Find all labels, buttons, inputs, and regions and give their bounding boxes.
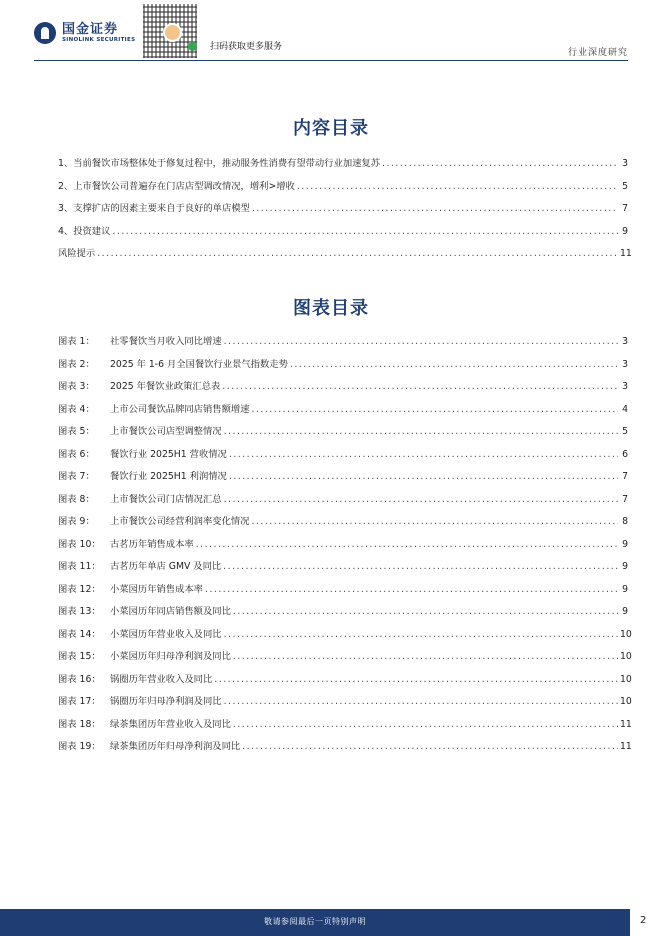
toc-page-number: 9	[622, 583, 628, 595]
figures-title: 图表目录	[293, 298, 369, 319]
figure-number: 图表 3：	[58, 381, 95, 392]
dot-leader	[229, 471, 618, 482]
figure-title: 锅圈历年归母净利润及同比	[110, 696, 222, 707]
figure-title: 小菜园历年同店销售额及同比	[110, 606, 231, 617]
toc-page-number: 3	[622, 358, 628, 370]
dot-leader	[214, 674, 618, 685]
page-number: 2	[640, 915, 647, 926]
figure-number: 图表 11：	[58, 561, 101, 572]
figure-title: 2025 年餐饮业政策汇总表	[110, 381, 221, 392]
toc-page-number: 10	[620, 651, 632, 662]
toc-entry[interactable]	[58, 716, 632, 739]
toc-page-number: 11	[620, 248, 632, 259]
dot-leader	[224, 696, 618, 707]
toc-page-number: 4	[622, 403, 628, 415]
dot-leader	[205, 584, 618, 595]
figure-title: 小菜园历年归母净利润及同比	[110, 651, 231, 662]
dot-leader	[233, 651, 618, 662]
toc-entry-title: 3、支撑扩店的因素主要来自于良好的单店模型	[58, 203, 250, 214]
figure-number: 图表 15：	[58, 651, 101, 662]
header-divider	[34, 60, 628, 61]
toc-entry[interactable]	[58, 558, 628, 581]
toc-entry[interactable]	[58, 693, 632, 716]
toc-page-number: 6	[622, 448, 628, 460]
toc-page-number: 3	[622, 158, 628, 169]
dot-leader	[196, 539, 618, 550]
dot-leader	[229, 449, 618, 460]
toc-entry-title: 风险提示	[58, 248, 96, 259]
figure-number: 图表 12：	[58, 583, 101, 595]
figure-number: 图表 17：	[58, 696, 101, 707]
figure-number: 图表 9：	[58, 516, 95, 527]
report-type: 行业深度研究	[567, 48, 628, 58]
toc-entry[interactable]	[58, 626, 632, 649]
qr-center-logo-icon	[163, 23, 182, 42]
dot-leader	[251, 404, 618, 415]
toc-entry-title: 1、当前餐饮市场整体处于修复过程中，推动服务性消费有望带动行业加速复苏	[58, 158, 381, 169]
contents-list	[58, 155, 632, 268]
figure-title: 小菜园历年营业收入及同比	[110, 628, 222, 640]
contents-title: 内容目录	[293, 118, 369, 139]
toc-entry[interactable]	[58, 536, 628, 559]
dot-leader	[97, 248, 618, 259]
figure-title: 古茗历年销售成本率	[110, 538, 194, 550]
toc-page-number: 10	[620, 696, 632, 707]
toc-entry[interactable]	[58, 200, 628, 223]
figure-number: 图表 19：	[58, 741, 101, 752]
dot-leader	[222, 381, 618, 392]
toc-page-number: 9	[622, 225, 628, 237]
toc-entry-title: 2、上市餐饮公司普遍存在门店店型调改情况，增利>增收	[58, 180, 295, 192]
figure-number: 图表 18：	[58, 718, 101, 730]
toc-page-number: 5	[622, 180, 628, 192]
dot-leader	[233, 719, 618, 730]
scan-prompt: 扫码获取更多服务	[210, 42, 283, 52]
toc-page-number: 7	[622, 493, 628, 505]
logo-mark-icon	[34, 22, 56, 44]
figure-number: 图表 14：	[58, 628, 101, 640]
figure-number: 图表 7：	[58, 471, 95, 482]
figure-number: 图表 8：	[58, 493, 95, 505]
toc-page-number: 7	[622, 203, 628, 214]
dot-leader	[242, 741, 618, 752]
dot-leader	[233, 606, 618, 617]
toc-entry[interactable]	[58, 671, 632, 694]
dot-leader	[297, 181, 618, 192]
toc-entry[interactable]	[58, 333, 628, 356]
figure-title: 上市餐饮公司门店情况汇总	[110, 493, 222, 505]
figure-number: 图表 13：	[58, 606, 101, 617]
toc-entry[interactable]	[58, 356, 628, 379]
toc-page-number: 9	[622, 561, 628, 572]
figure-number: 图表 6：	[58, 448, 95, 460]
toc-entry[interactable]	[58, 468, 628, 491]
figure-title: 小菜园历年销售成本率	[110, 583, 203, 595]
logo-english-name: SINOLINK SECURITIES	[62, 36, 136, 43]
logo-chinese-name: 国金证券	[62, 21, 119, 37]
figure-title: 社零餐饮当月收入同比增速	[110, 336, 222, 347]
toc-page-number: 7	[622, 471, 628, 482]
toc-page-number: 11	[620, 718, 632, 730]
footer-disclaimer: 敬请参阅最后一页特别声明	[264, 917, 366, 926]
toc-page-number: 3	[622, 336, 628, 347]
toc-page-number: 8	[622, 516, 628, 527]
toc-entry[interactable]	[58, 491, 628, 514]
dot-leader	[224, 629, 618, 640]
figure-title: 餐饮行业 2025H1 营收情况	[110, 448, 227, 460]
toc-entry[interactable]	[58, 513, 628, 536]
dot-leader	[224, 336, 618, 347]
toc-entry[interactable]	[58, 401, 628, 424]
dot-leader	[224, 426, 618, 437]
toc-entry[interactable]	[58, 446, 628, 469]
toc-page-number: 10	[620, 628, 632, 640]
figure-title: 绿茶集团历年归母净利润及同比	[110, 741, 241, 752]
page-header	[0, 0, 662, 62]
figure-number: 图表 16：	[58, 673, 101, 685]
toc-entry-title: 4、投资建议	[58, 225, 111, 237]
dot-leader	[290, 359, 618, 370]
dot-leader	[252, 203, 618, 214]
figure-title: 2025 年 1-6 月全国餐饮行业景气指数走势	[110, 358, 288, 370]
toc-page-number: 11	[620, 741, 632, 752]
toc-entry[interactable]	[58, 378, 628, 401]
figure-title: 锅圈历年营业收入及同比	[110, 673, 213, 685]
wechat-badge-icon	[188, 42, 197, 51]
figure-title: 餐饮行业 2025H1 利润情况	[110, 471, 227, 482]
toc-entry[interactable]	[58, 245, 632, 268]
toc-entry[interactable]	[58, 155, 628, 178]
figure-number: 图表 2：	[58, 358, 95, 370]
figure-title: 古茗历年单店 GMV 及同比	[110, 561, 222, 572]
figure-title: 绿茶集团历年营业收入及同比	[110, 718, 231, 730]
figures-list	[58, 333, 632, 761]
toc-page-number: 5	[622, 426, 628, 437]
toc-entry[interactable]	[58, 603, 628, 626]
toc-entry[interactable]	[58, 738, 632, 761]
figure-title: 上市餐饮公司店型调整情况	[110, 426, 222, 437]
dot-leader	[112, 226, 618, 237]
figure-number: 图表 5：	[58, 426, 95, 437]
figure-title: 上市公司餐饮品牌同店销售额增速	[110, 403, 250, 415]
company-logo	[34, 22, 135, 44]
toc-page-number: 9	[622, 606, 628, 617]
dot-leader	[382, 158, 618, 169]
toc-page-number: 9	[622, 538, 628, 550]
figure-number: 图表 10：	[58, 538, 101, 550]
figure-number: 图表 1：	[58, 336, 95, 347]
toc-entry[interactable]	[58, 178, 628, 201]
toc-entry[interactable]	[58, 223, 628, 246]
dot-leader	[224, 494, 618, 505]
toc-entry[interactable]	[58, 581, 628, 604]
toc-page-number: 3	[622, 381, 628, 392]
toc-page-number: 10	[620, 673, 632, 685]
toc-entry[interactable]	[58, 648, 632, 671]
toc-entry[interactable]	[58, 423, 628, 446]
figure-title: 上市餐饮公司经营利润率变化情况	[110, 516, 250, 527]
figure-number: 图表 4：	[58, 403, 95, 415]
dot-leader	[251, 516, 618, 527]
dot-leader	[223, 561, 618, 572]
